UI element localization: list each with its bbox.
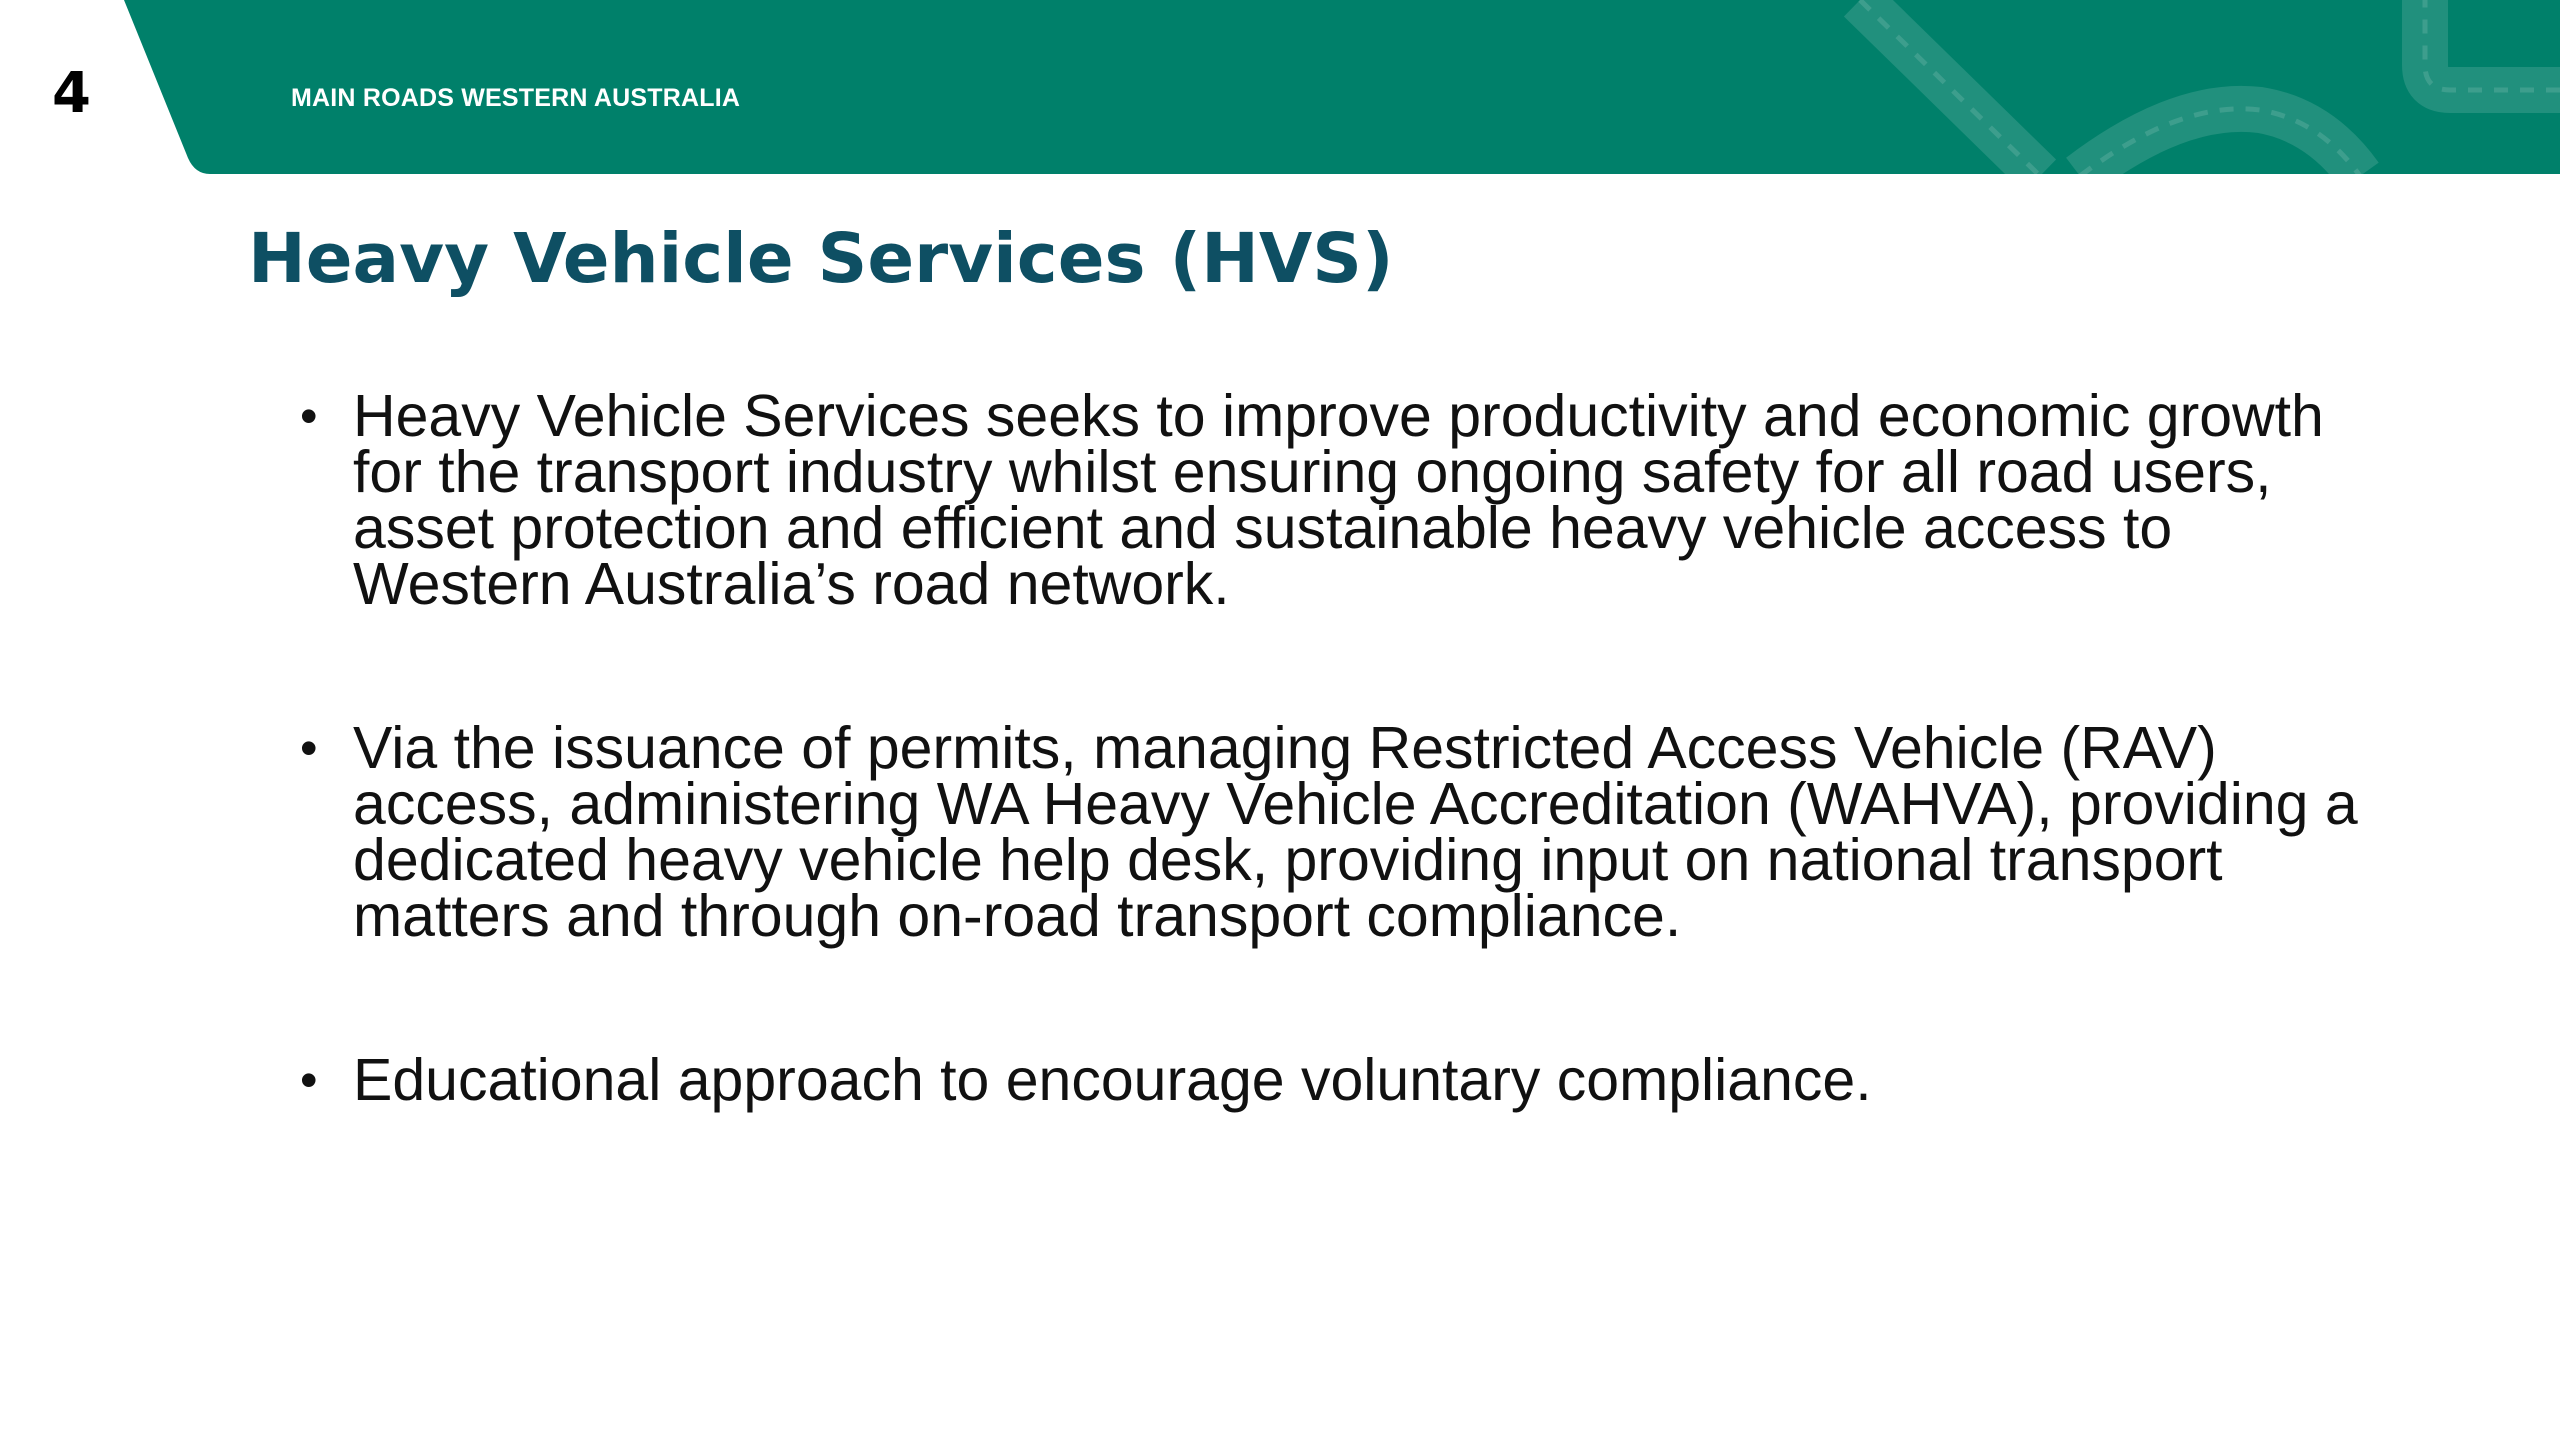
bullet-dot-icon: • bbox=[300, 388, 318, 444]
organization-name: MAIN ROADS WESTERN AUSTRALIA bbox=[291, 84, 741, 112]
slide-number: 4 bbox=[52, 61, 91, 126]
bullet-item bbox=[300, 715, 2380, 949]
bullet-item bbox=[300, 383, 2380, 617]
bullet-text: Educational approach to encourage voluntary compliance. bbox=[353, 1047, 1872, 1113]
bullet-text: Heavy Vehicle Services seeks to improve productivity and economic growth for the transport industry whilst ensuring ongoing safety for all road users, asset protection and efficient and sustainable heavy vehicle access to Western Australia’s road network. bbox=[353, 383, 2324, 617]
bullet-item bbox=[300, 1047, 2380, 1113]
bullet-dot-icon: • bbox=[300, 720, 318, 776]
page-title: Heavy Vehicle Services (HVS) bbox=[248, 219, 1394, 299]
bullet-list bbox=[300, 383, 2380, 1113]
bullet-dot-icon: • bbox=[300, 1052, 318, 1108]
bullet-text: Via the issuance of permits, managing Restricted Access Vehicle (RAV) access, administering WA Heavy Vehicle Accreditation (WAHVA), providing a dedicated heavy vehicle help desk, providing input on national transport matters and through on-road transport compliance. bbox=[353, 715, 2358, 949]
